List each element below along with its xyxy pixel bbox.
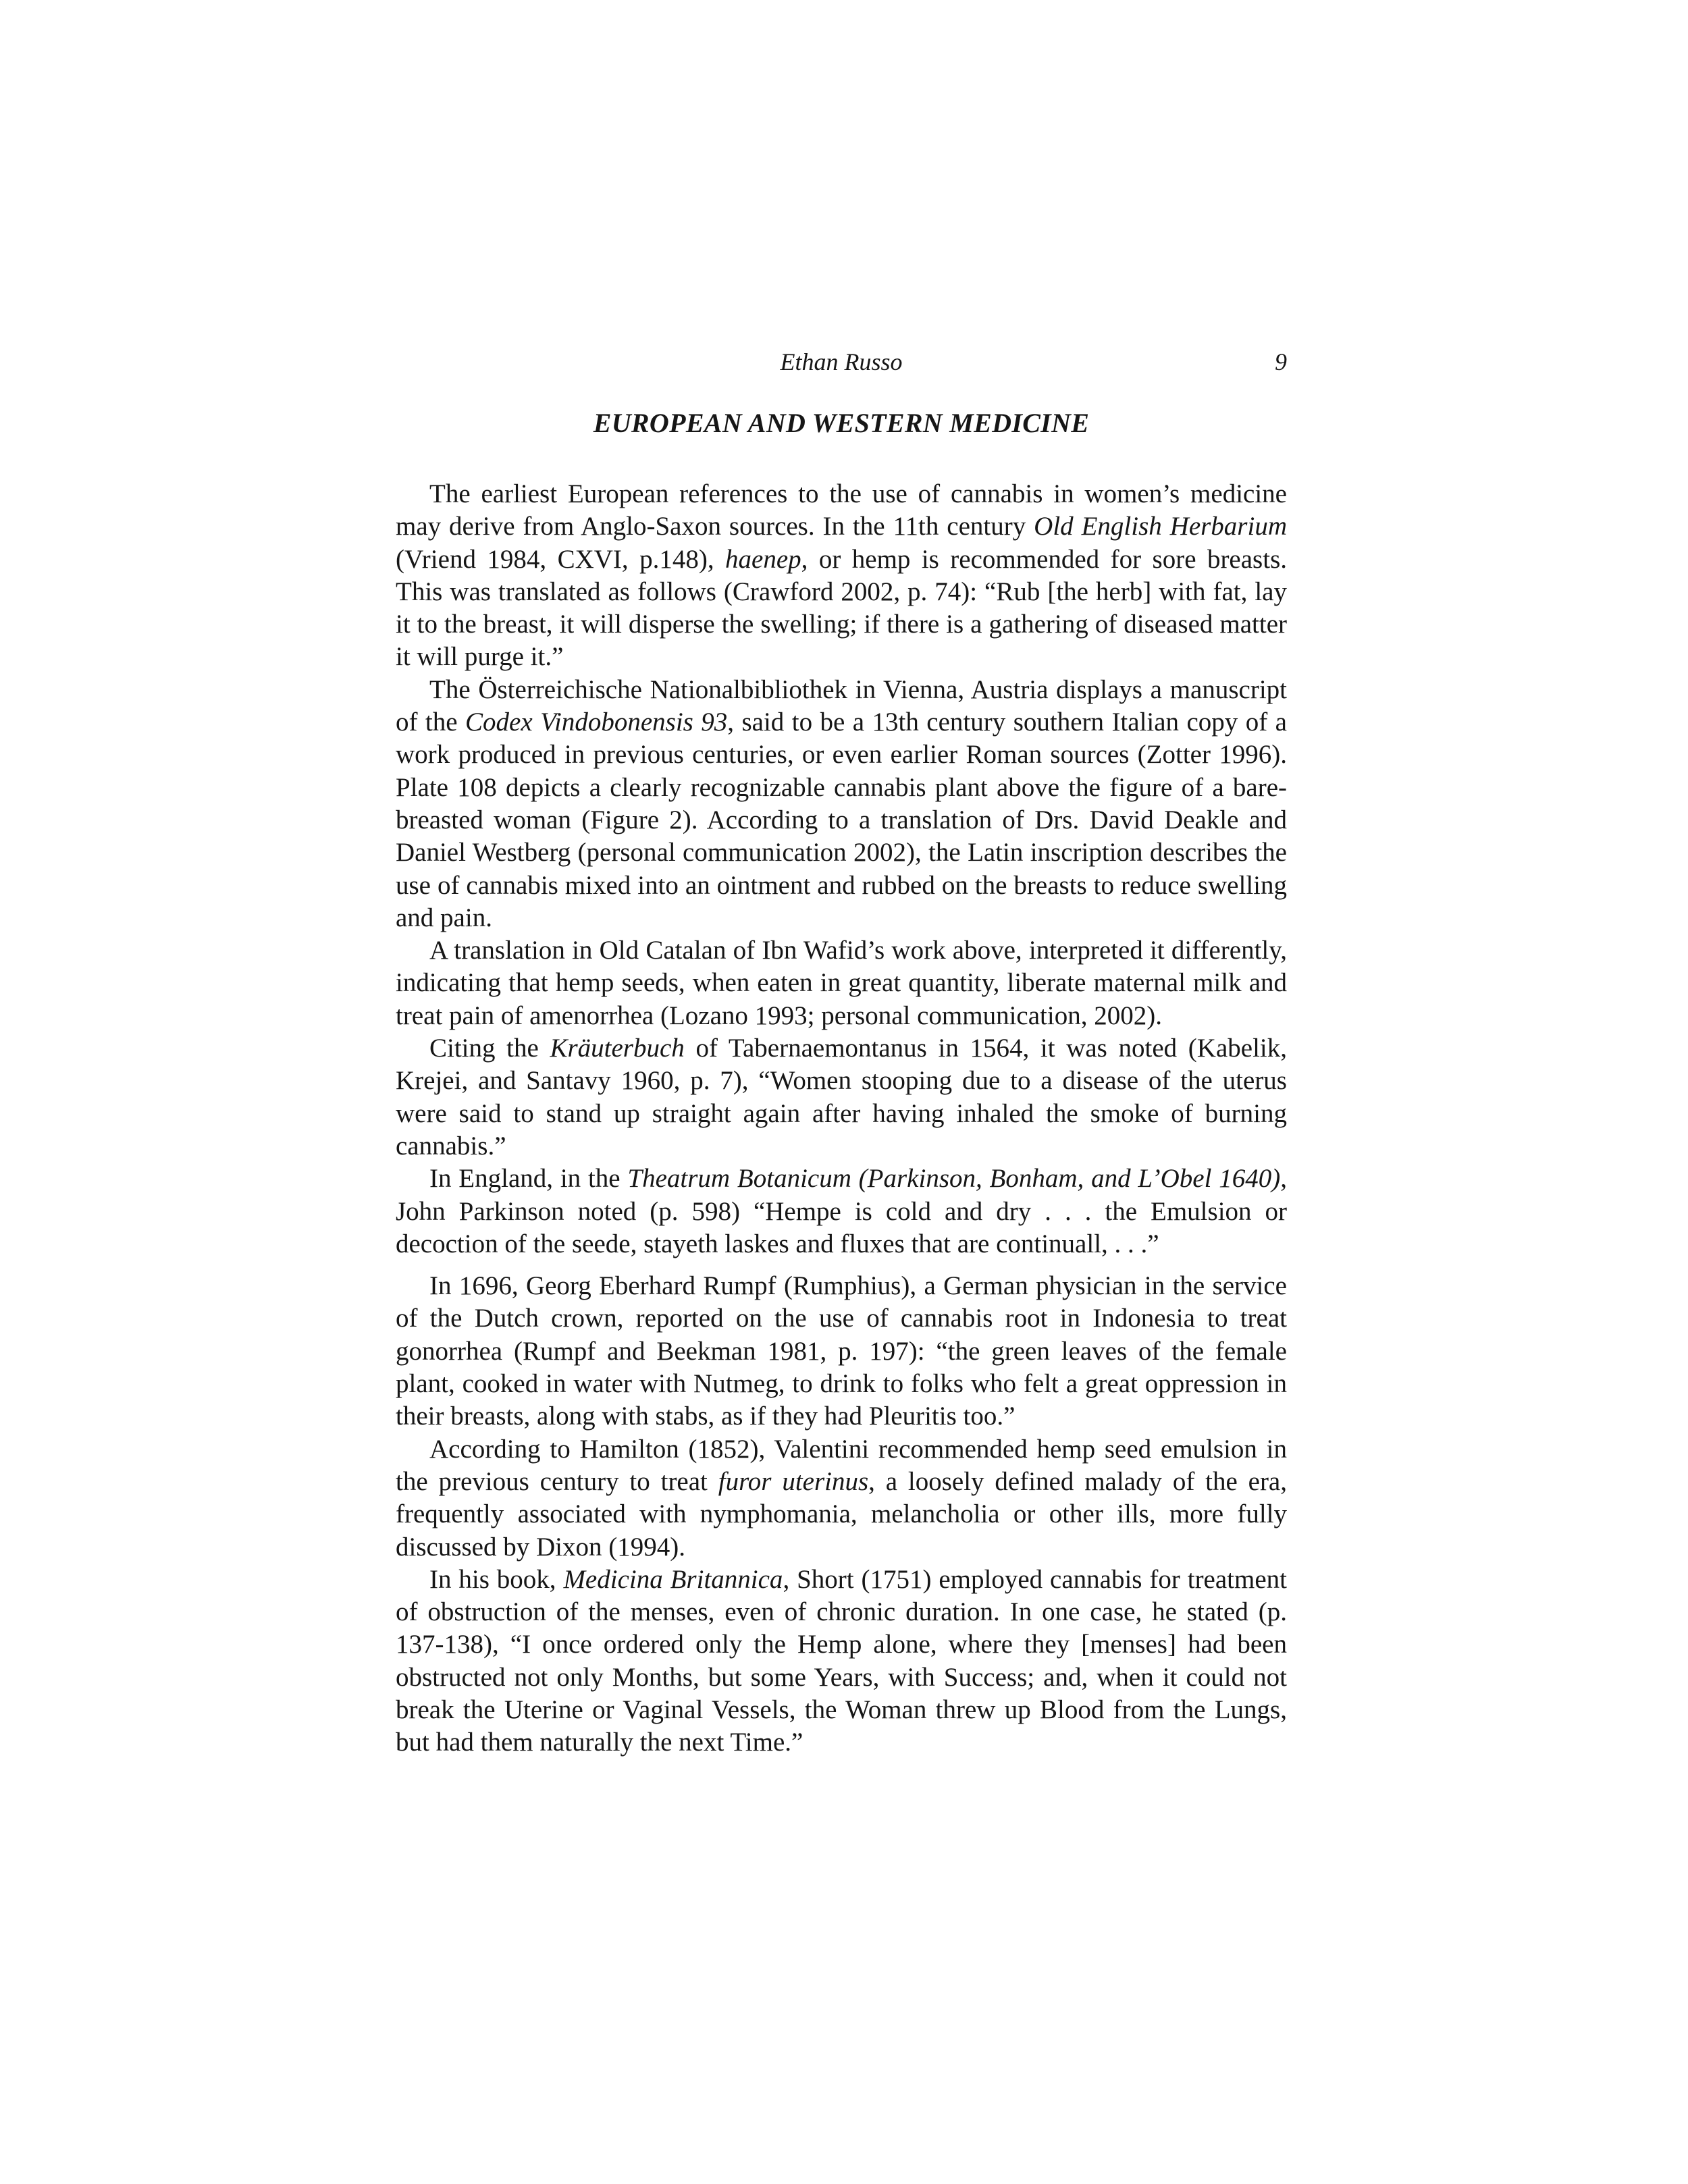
paragraph-furor-uterinus: According to Hamilton (1852), Valentini recommended hemp seed emulsion in the previous century to treat furor uterinus, a loosely defined malady of the era, frequently associated with nymphomania, melancholia or other ills, more fully discussed by Dixon (1994). xyxy=(396,1434,1287,1562)
paragraph-krauterbuch: Citing the Kräuterbuch of Tabernaemontanus in 1564, it was noted (Kabelik, Krejei, and Santavy 1960, p. 7), “Women stooping due to a disease of the uterus were said to stand up straight again after having inhaled the smoke of burning cannabis.” xyxy=(396,1034,1287,1161)
section-title: EUROPEAN AND WESTERN MEDICINE xyxy=(593,408,1090,438)
running-head xyxy=(396,348,1287,388)
book-page xyxy=(396,348,1287,1759)
paragraph-old-catalan: A translation in Old Catalan of Ibn Wafid’s work above, interpreted it differently, indicating that hemp seeds, when eaten in great quantity, liberate maternal milk and treat pain of amenorrhea (Lozano 1993; personal communication, 2002). xyxy=(396,936,1287,1030)
paragraph-old-english-herbarium: The earliest European references to the use of cannabis in women’s medicine may derive from Anglo-Saxon sources. In the 11th century Old English Herbarium (Vriend 1984, CXVI, p.148), haenep, or hemp is recommended for sore breasts. This was translated as follows (Crawford 2002, p. 74): “Rub [the herb] with fat, lay it to the breast, it will disperse the swelling; if there is a gathering of diseased matter it will purge it.” xyxy=(396,479,1287,672)
paragraph-medicina-britannica: In his book, Medicina Britannica, Short (1751) employed cannabis for treatment of obstruction of the menses, even of chronic duration. In one case, he stated (p. 137-138), “I once ordered only the Hemp alone, where they [menses] had been obstructed not only Months, but some Years, with Success; and, when it could not break the Uterine or Vaginal Vessels, the Woman threw up Blood from the Lungs, but had them naturally the next Time.” xyxy=(396,1564,1287,1757)
body-text xyxy=(396,478,1287,1759)
paragraph-rumphius: In 1696, Georg Eberhard Rumpf (Rumphius), a German physician in the service of the Dutch crown, reported on the use of cannabis root in Indonesia to treat gonorrhea (Rumpf and Beekman 1981, p. 197): “the green leaves of the female plant, cooked in water with Nutmeg, to drink to folks who felt a great oppression in their breasts, along with stabs, as if they had Pleuritis too.” xyxy=(396,1271,1287,1431)
page-number: 9 xyxy=(1275,348,1287,375)
running-head-author: Ethan Russo xyxy=(780,348,903,375)
paragraph-theatrum-botanicum: In England, in the Theatrum Botanicum (Parkinson, Bonham, and L’Obel 1640), John Parkinson noted (p. 598) “Hempe is cold and dry . . . the Emulsion or decoction of the seede, stayeth laskes and fluxes that are continuall, . . .” xyxy=(396,1164,1287,1258)
paragraph-codex-vindobonensis: The Österreichische Nationalbibliothek in Vienna, Austria displays a manuscript of the Codex Vindobonensis 93, said to be a 13th century southern Italian copy of a work produced in previous centuries, or even earlier Roman sources (Zotter 1996). Plate 108 depicts a clearly recognizable cannabis plant above the figure of a bare-breasted woman (Figure 2). According to a translation of Drs. David Deakle and Daniel Westberg (personal communication 2002), the Latin inscription describes the use of cannabis mixed into an ointment and rubbed on the breasts to reduce swelling and pain. xyxy=(396,674,1287,932)
